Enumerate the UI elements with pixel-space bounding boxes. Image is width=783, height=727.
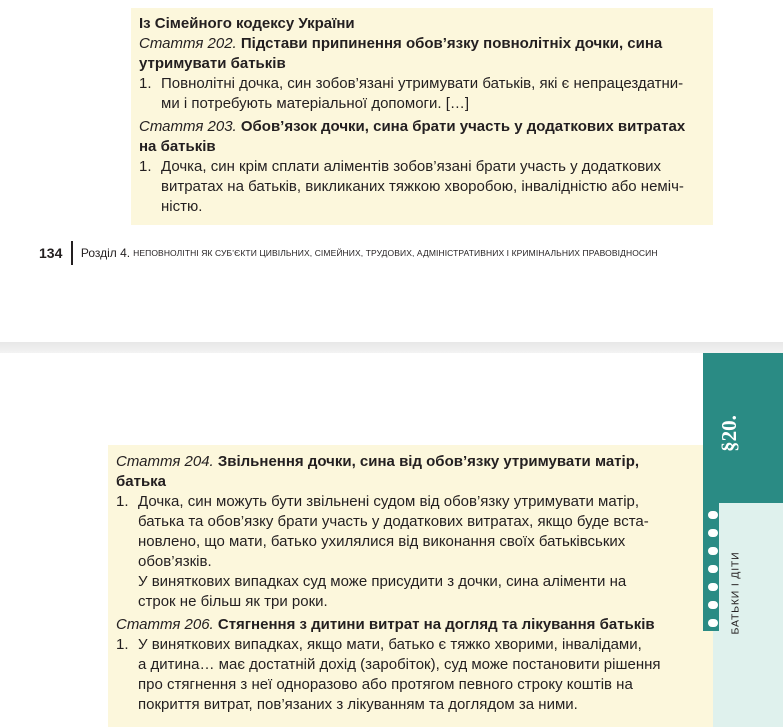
excerpt-heading: Із Сімейного кодексу України (139, 15, 355, 32)
item-number: 1. (116, 636, 129, 653)
binder-hole (708, 619, 718, 627)
page-134 (0, 0, 783, 342)
item-line: обов’язків. (138, 553, 212, 570)
section-number: §20. (716, 414, 741, 452)
article-206-item (116, 635, 706, 715)
binder-hole (708, 565, 718, 573)
article-204-title (116, 452, 706, 472)
article-title-continuation: батька (116, 473, 167, 490)
article-title: Стягнення з дитини витрат на догляд та лікування батьків (213, 616, 655, 633)
item-line: витратах на батьків, викликаних тяжкою хворобою, інвалідністю або неміч- (161, 178, 684, 195)
article-label: Стаття 204. (116, 453, 214, 470)
item-line: строк не більш як три роки. (138, 593, 328, 610)
article-title: Обов’язок дочки, сина брати участь у додаткових витратах (236, 118, 686, 135)
item-line: новлено, що мати, батько ухилялися від виконання своїх батьківських (138, 533, 626, 550)
item-line: Дочка, син крім сплати аліментів зобов’язані брати участь у додаткових (161, 158, 662, 175)
section-tab-header (703, 353, 783, 503)
article-204-item (116, 492, 706, 612)
page-number: 134 (39, 245, 63, 261)
page-135 (0, 353, 783, 727)
article-label: Стаття 206. (116, 616, 214, 633)
item-line: Дочка, син можуть бути звільнені судом від обов’язку утримувати матір, (138, 493, 640, 510)
legal-excerpt-box (131, 8, 713, 225)
binder-hole (708, 601, 718, 609)
article-202-item (139, 74, 703, 114)
footer-chapter-title: НЕПОВНОЛІТНІ ЯК СУБ’ЄКТИ ЦИВІЛЬНИХ, СІМЕЙНИХ, ТРУДОВИХ, АДМІНІСТРАТИВНИХ І КРИМІНАЛЬНИХ ПРАВОВІДНОСИН (133, 248, 658, 258)
article-title: Звільнення дочки, сина від обов’язку утримувати матір, (213, 453, 640, 470)
page-footer (39, 243, 658, 263)
item-line: Повнолітні дочка, син зобов’язані утримувати батьків, які є непрацездатни- (161, 75, 684, 92)
item-number: 1. (139, 75, 152, 92)
article-title-continuation: на батьків (139, 138, 216, 155)
binder-hole (708, 529, 718, 537)
item-line: про стягнення з неї одноразово або протягом певного строку коштів на (138, 676, 633, 693)
footer-chapter: Розділ 4. (80, 246, 131, 260)
legal-excerpt-box (108, 445, 716, 727)
binder-hole (708, 547, 718, 555)
binder-hole (708, 583, 718, 591)
section-side-tab (703, 353, 783, 727)
article-title-continuation: утримувати батьків (139, 55, 286, 72)
item-number: 1. (139, 158, 152, 175)
item-number: 1. (116, 493, 129, 510)
article-202-title (139, 34, 703, 54)
item-line: батька та обов’язку брати участь у додаткових витратах, якщо буде вста- (138, 513, 649, 530)
article-title: Підстави припинення обов’язку повнолітніх дочки, сина (236, 35, 663, 52)
item-line: покриття витрат, пов’язаних з лікуванням та доглядом за ними. (138, 696, 578, 713)
item-line: ми і потребують матеріальної допомоги. […] (161, 95, 470, 112)
article-206-title (116, 615, 706, 635)
article-203-item (139, 157, 703, 217)
binder-hole (708, 511, 718, 519)
article-203-title (139, 117, 703, 137)
article-label: Стаття 203. (139, 118, 237, 135)
item-line: а дитина… має достатній дохід (заробіток), суд може постановити рішення (138, 656, 661, 673)
page-separator (0, 342, 783, 353)
item-line: У виняткових випадках суд може присудити з дочки, сина аліменти на (138, 573, 627, 590)
section-tab-label: БАТЬКИ І ДІТИ (729, 551, 742, 635)
binder-strip (703, 503, 719, 631)
item-line: ністю. (161, 198, 203, 215)
footer-divider (71, 241, 73, 265)
item-line: У виняткових випадках, якщо мати, батько є тяжко хворими, інвалідами, (138, 636, 642, 653)
article-label: Стаття 202. (139, 35, 237, 52)
